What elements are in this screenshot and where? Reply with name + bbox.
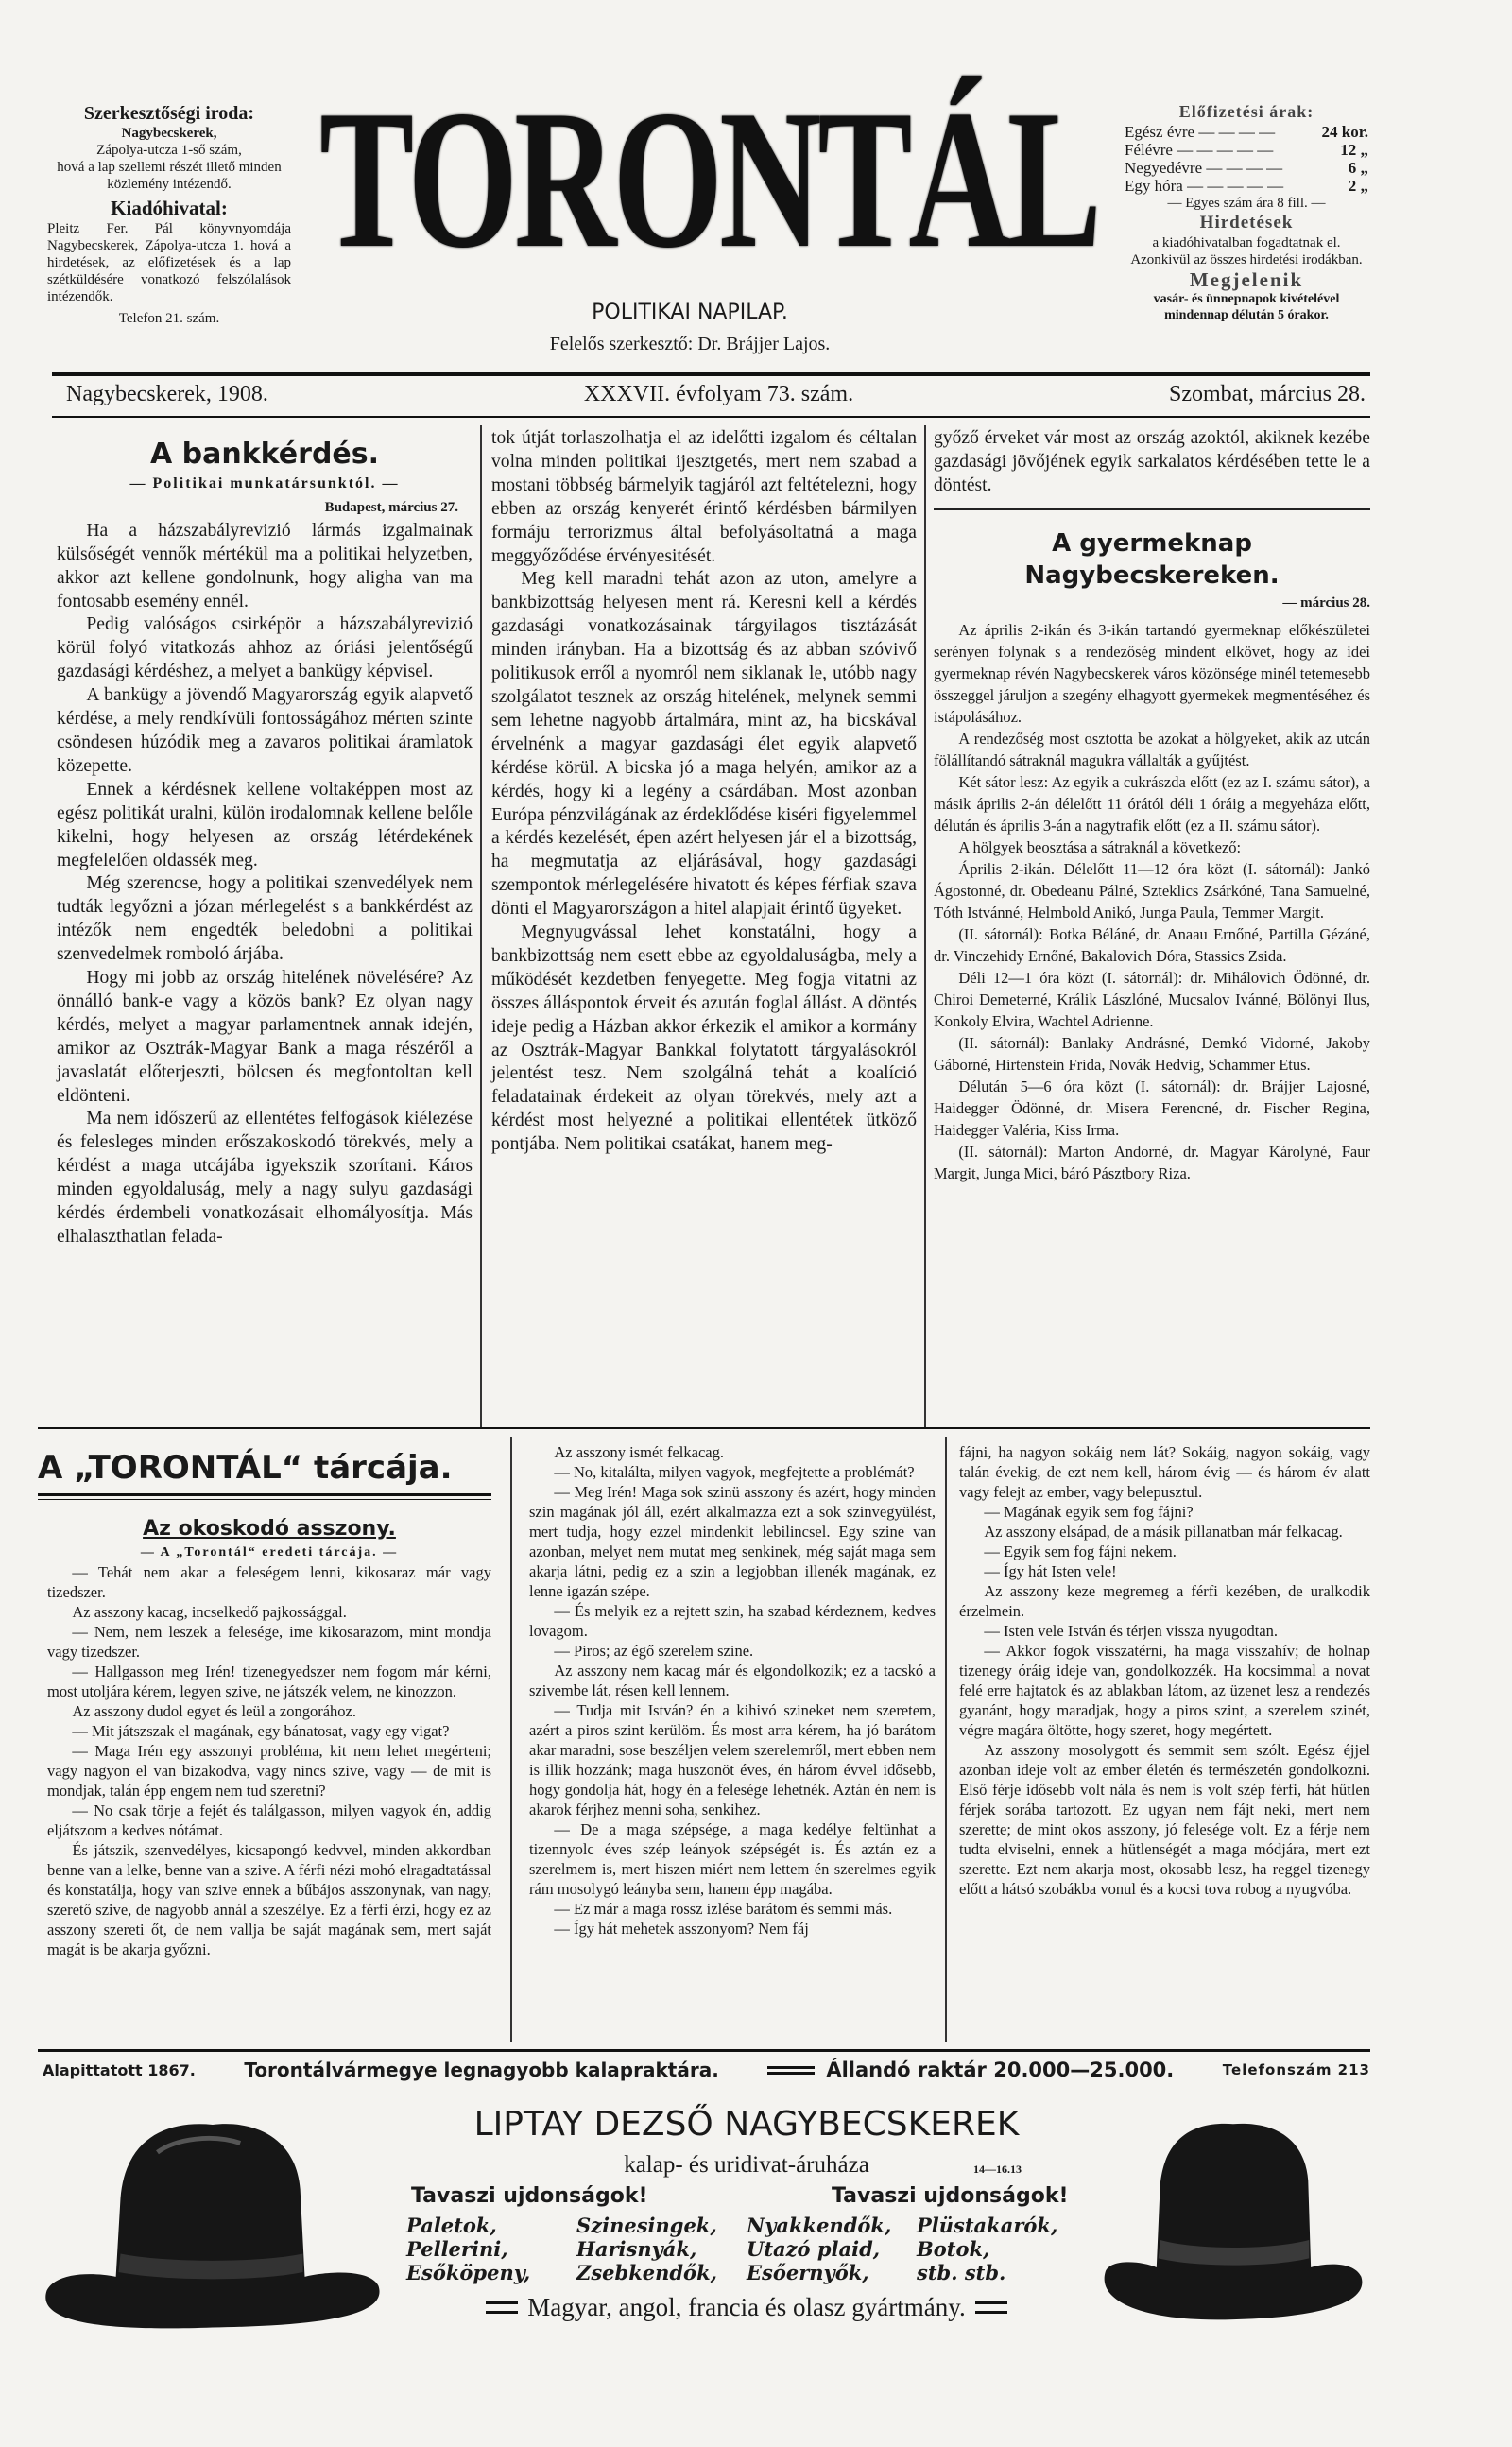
feuilleton-paragraph: — Így hát mehetek asszonyom? Nem fáj [554,1920,809,1938]
article-paragraph: Ennek a kérdésnek kellene voltaképpen most az egész politikát uralni, külön irodalomnak kellene belőle kikelni, hogy helyesen az ország létérdekének megfelelően oldassék meg. [57,779,472,870]
editor-line: Felelős szerkesztő: Dr. Brájjer Lajos. [549,334,831,354]
single-copy-price: — Egyes szám ára 8 fill. — [1167,196,1326,211]
feuilleton-paragraph: — No csak törje a fejét és találgasson, milyen vagyok én, addig eljátszom a kedves nótámat. [47,1801,491,1839]
article-paragraph: Ma nem időszerű az ellentétes felfogások kiélezése és felesleges minden erőszakoskodó törekvés, mely a kérdést a maga utcájába igyekszik szorítani. Káros minden egyoldaluság, mely a nagy sulyu gazdasági kérdés érdembeli vonatkozásait elhomályosítja. Más elhalaszthatlan felada- [57,1109,472,1247]
paragraph-list [491,427,917,1157]
article-col3 [934,427,1370,1184]
article-paragraph: Még szerencse, hogy a politikai szenvedélyek nem tudták legyőzni a józan mérlegelést s a bankkérdést az intézők nem engedték beledobni a politikai szenvedelmek romboló árjába. [57,873,472,965]
ad-topline [43,2059,1370,2081]
article-paragraph: A rendezőség most osztotta be azokat a hölgyeket, akik az utcán fölállítandó sátraknál magukra vállalták a gyűjtést. [934,729,1370,769]
feuilleton-paragraph: — Így hát Isten vele! [984,1562,1117,1580]
column-divider [924,425,926,1427]
paragraph-list [934,619,1370,1184]
article-paragraph: Pedig valóságos csirképör a házszabályrevizió körül folyó vitatkozás ahhoz az óriási jelentőségű gazdasági kérdéshez, a melyet a bankügy képvisel. [57,614,472,682]
feuilleton-paragraph: — De a maga szépsége, a maga kedélye feltünhat a tizennyolc éves szép leányok szépségét is. És aztán ez a szerelmem is, mert hiszen miért nem lettem én szerelmes egyik rám mosolygó leányba sem, hanem épp magába. [529,1820,936,1898]
ad-founded: Alapittatott 1867. [43,2060,196,2079]
article-paragraph: tok útját torlaszolhatja el az idelőtti izgalom és céltalan volna minden politikai ijesztgetés, mert nem szabad a mostani többség bármelyik tagjáról azt feltételezni, hogy ebben az ország kenyerét érintő kérdésben bármilyen formáju terrorizmus által befolyásoltatná a maga meggyőződése érvényesitését. [491,428,917,566]
paragraph-list [959,1442,1370,1899]
section-rule [38,1427,1370,1429]
hat-illustration-left [28,2094,397,2377]
subscription-box [1125,100,1368,323]
editorial-office-box [47,102,291,327]
feuilleton-paragraph: Az asszony kacag, incselkedő pajkossággal. [72,1603,347,1621]
article-byline: — Politikai munkatársunktól. — [129,475,400,491]
ad-double-rule [486,2301,518,2314]
ad-item-grid [406,2214,1087,2284]
ad-company-name: LIPTAY DEZSŐ NAGYBECSKEREK [473,2105,1020,2144]
ad-item: Esőköpeny, [406,2261,531,2284]
price-row [1125,141,1368,159]
price-row [1125,177,1368,195]
paragraph-list [47,1562,491,1959]
price-label: Egész évre — — — — [1125,123,1276,141]
ad-double-rule [975,2301,1007,2314]
ad-double-rule [767,2066,815,2075]
ad-slogan: Torontálvármegye legnagyobb kalapraktára. [244,2059,719,2081]
article-paragraph: Déli 12—1 óra közt (I. sátornál): dr. Mihálovich Ödönné, dr. Chiroi Demeterné, Králik Lászlóné, Mucsalov Ivánné, Bölönyi Ilus, Konkoly Elvira, Wachtel Adrienne. [934,968,1370,1030]
feuilleton-paragraph: — Magának egyik sem fog fájni? [984,1503,1194,1521]
price-value: 2 „ [1348,177,1368,195]
feuilleton-banner: A „TORONTÁL“ tárcája. [38,1449,453,1487]
banner-rule [38,1499,491,1500]
feuilleton-paragraph: — Piros; az égő szerelem szine. [554,1642,754,1660]
ads-title: Hirdetések [1199,213,1294,233]
article-paragraph: Meg kell maradni tehát azon az uton, amelyre a bankbizottság helyesen ment rá. Keresni kell a kérdés gazdasági vonatkozásainak tárgyilagos tisztázását minden irányban. Ha a bizottság és az abban szóvivő politikusok erről a nyomról nem siklanak le, utóbb nagy szolgálatot tesznek az ország hitelének, melynek semmi sem lehetne nagyobb ártalmára, mint az, ha bicskával érvelnénk a magyar gazdasági élet egyik alapvető kérdése körül. A bicska jó a maga helyén, amikor az a kérdés, hogy ki a legény a csárdában. Most azonban Európa pénzvilágának az érdeklődése kiséri figyelemmel a kérdés kezelését, épen azért helyesen jár el a bizottság, ha megmutatja az eljárásával, hogy gazdasági szempontok mérlegelésére hivatott és képes férfiak szava dönti el Magyarországon a hitel alapjait érintő ügyeket. [491,569,917,920]
article-paragraph: Két sátor lesz: Az egyik a cukrászda előtt (ez az I. számu sátor), a másik április 2-án délelőtt 11 órától déli 1 óráig a megyeháza előtt, délután és április 3-án a nagytrafik előtt (ez a II. számu sátor). [934,772,1370,835]
ad-item: Utazó plaid, [747,2237,881,2261]
article-dateline: Budapest, március 27. [324,499,458,515]
ad-item: Plüstakarók, [917,2214,1058,2237]
feuilleton-paragraph: Az asszony mosolygott és semmit sem szólt. Egész éjjel azonban ideje volt az ember életén és természetén gondolkozni. Első férje idősebb volt nála és nem is volt szép férfi, hát hűtlen férjek sorába tartozott. Ez ugyan nem fájt neki, mert nem szerette; de mint okos asszony, jó felesége volt. Ez a férje nem tudta elviselni, ennek a hütlenségét a maga módjára, mert ezt szerette. Ezt nem akarja most, okosabb lesz, ha reggel tizenegy előtt a hátsó szobákba vonul és a kocsi tova robog a nyugvóba. [959,1741,1370,1898]
ad-news-left: Tavaszi ujdonságok! [411,2184,648,2208]
feuilleton-paragraph: — Akkor fogok visszatérni, ha maga visszahív; de holnap tizenegy óráig ideje van, gondolkozzék. Ha kocsimmal a novat felé erre hajtatok és az ablakban látom, az üzenet lesz a rendezés gyanánt, hogy maradjak, hogy a piros szint, a szerelem szinét, végre magára öltötte, hogy szeret, hogy megértett. [959,1642,1370,1739]
masthead-logo: TORONTÁL [319,69,1098,290]
article-paragraph: Az április 2-ikán és 3-ikán tartandó gyermeknap előkészületei serényen folynak s a rendezőség mindent elkövet, hogy az idei gyermeknap révén Nagybecskerek város közönsége minél tetemesebb összeggel járuljon a szegény elhagyott gyermekek megmentéséhez és istápolásához. [934,620,1370,726]
feuilleton-paragraph: — Mit játszszak el magának, egy bánatosat, vagy egy vigat? [72,1722,450,1740]
feuilleton-paragraph: — Egyik sem fog fájni nekem. [984,1542,1177,1560]
hat-illustration-right [1096,2103,1370,2377]
ad-origin-line [397,2292,1096,2322]
ad-rule [38,2049,1370,2052]
price-value: 24 kor. [1321,123,1368,141]
editorial-street: Zápolya-utcza 1-ső szám, [96,143,242,158]
feuilleton-paragraph: — Nem, nem leszek a felesége, ime kikosarazom, mint mondja vagy tizedszer. [47,1623,491,1661]
ad-origin: Magyar, angol, francia és olasz gyártmány. [527,2293,966,2321]
ad-company-sub: kalap- és uridivat-áruháza [624,2152,869,2178]
price-row [1125,123,1368,141]
subscription-title: Előfizetési árak: [1178,102,1314,121]
feuilleton-paragraph: fájni, ha nagyon sokáig nem lát? Sokáig, nagyon sokáig, vagy talán évekig, de ezt nem kell, három évig — és három év alatt vagy felejt az ember, vagy belepusztul. [959,1443,1370,1501]
article-paragraph: (II. sátornál): Marton Andorné, dr. Magyar Károlyné, Faur Margit, Junga Mici, báró Pásztbory Riza. [934,1142,1370,1182]
column-divider [480,425,482,1427]
article-separator [934,508,1370,510]
feuilleton-paragraph: — Tudja mit István? én a kihivó szineket nem szeretem, azért a piros szint kerülöm. És most arra kérem, ha jó barátom akar maradni, sose beszéljen velem szerelemről, mert ebben nem is illik hozzánk; maga huszonöt éves, én három évvel idősebb, hogy gondolja hát, hogy én a felesége lehetnék. Aztán én nem is akarok férjhez menni soha, senkihez. [529,1701,936,1818]
feuilleton-paragraph: — Hallgasson meg Irén! tizenegyedszer nem fogom már kérni, most utoljára kérem, legyen szive, ne játszék velem, ne kinozzon. [47,1663,491,1700]
article-title: A bankkérdés. [149,438,380,471]
price-label: Egy hóra — — — — — [1125,177,1284,195]
feuilleton-paragraph: — Meg Irén! Maga sok szinü asszony és azért, hogy minden szin magának jól áll, ezért alkalmazza ezt a sok szinvegyülést, mert tudja, hogy ezzel mindenkit lebilincsel. Egy szine van azonban, melyet nem mutat meg senkinek, még saját maga sem akarja látni, pedig ez a szin a legjobban illenék magának, ez lenne igazán szépe. [529,1483,936,1600]
ad-item: Pellerini, [406,2237,508,2261]
article-paragraph: (II. sátornál): Botka Béláné, dr. Anaau Ernőné, Partilla Gézáné, dr. Vinczehidy Ernőné, Bakalovich Dóra, Stassics Zsida. [934,924,1370,965]
ads-text: a kiadóhivatalban fogadtatnak el. Azonkivül az összes hirdetési irodákban. [1130,235,1363,267]
feuilleton-col2 [529,1442,936,1939]
feuilleton-paragraph: — Tehát nem akar a feleségem lenni, kikosaraz már vagy tizedszer. [47,1563,491,1601]
article-paragraph: Ha a házszabályrevizió lármás izgalmainak külsőségét vennők mértékül ma a politikai helyzetben, akkor azt kellene gondolnunk, hogy aligha van ma fontosabb esemény ennél. [57,520,472,612]
feuilleton-paragraph: Az asszony elsápad, de a másik pillanatban már felkacag. [984,1523,1343,1541]
dateline-rule [52,416,1370,418]
feuilleton-paragraph: — No, kitalálta, milyen vagyok, megfejtette a problémát? [554,1463,915,1481]
ad-item: Esőernyők, [747,2261,869,2284]
ad-item: Nyakkendők, [747,2214,892,2237]
header-rule [52,372,1370,376]
ad-item: Harisnyák, [576,2237,697,2261]
price-label: Félévre — — — — — [1125,141,1274,159]
paragraph-list [934,427,1370,498]
publisher-text: Pleitz Fer. Pál könyvnyomdája Nagybecskerek, Zápolya-utcza 1. hová a hirdetések, az előfizetések és a lap szétküldésére vonatkozó felszólalások intézendők. [47,221,291,304]
editorial-office-title: Szerkesztőségi iroda: [83,103,255,124]
publication-text: vasár- és ünnepnapok kivételével mindennap délután 5 órakor. [1153,292,1340,322]
column-divider [510,1437,512,2042]
article-paragraph: Délután 5—6 óra közt (I. sátornál): dr. Brájjer Lajosné, Haidegger Ödönné, dr. Misera Ferencné, dr. Fischer Regina, Haidegger Valéria, Kiss Irma. [934,1077,1370,1139]
feuilleton-paragraph: — Isten vele István és térjen vissza nyugodtan. [984,1622,1279,1640]
feuilleton-col3 [959,1442,1370,1899]
article-dateline: — március 28. [1282,595,1370,611]
price-value: 12 „ [1340,141,1368,159]
feuilleton-banner-box [38,1446,491,1500]
feuilleton-paragraph: Az asszony dudol egyet és leül a zongorához. [72,1702,356,1720]
publisher-title: Kiadóhivatal: [111,197,228,219]
ad-stock: Állandó raktár 20.000—25.000. [826,2059,1175,2081]
article-bank-col2 [491,427,917,1157]
dateline-place: Nagybecskerek, 1908. [66,382,268,406]
article-paragraph: (II. sátornál): Banlaky Andrásné, Demkó Vidorné, Jakoby Gáborné, Hirtenstein Frida, Novák Hedvig, Schammer Etus. [934,1033,1370,1074]
banner-rule [38,1493,491,1496]
article-bank-col1 [57,437,472,1249]
feuilleton-paragraph: — Maga Irén egy asszonyi probléma, kit nem lehet megérteni; vagy nagyon el van bizakodva, vagy nincs szive, vagy — de mit is mondjak, talán épp engem nem tud szeretni? [47,1742,491,1800]
ad-item: Zsebkendők, [576,2261,717,2284]
ad-item: stb. stb. [917,2261,1006,2284]
ad-item: Botok, [917,2237,990,2261]
feuilleton-paragraph: Az asszony nem kacag már és elgondolkozik; ez a tacskó a szivembe lát, résen kell lennem. [529,1662,936,1699]
column-divider [945,1437,947,2042]
editorial-note: hová a lap szellemi részét illető minden közlemény intézendő. [57,160,282,192]
subtitle: POLITIKAI NAPILAP. [592,301,788,324]
ad-item: Paletok, [406,2214,497,2237]
price-label: Negyedévre — — — — [1125,159,1283,177]
dateline-date: Szombat, március 28. [1169,382,1366,406]
feuilleton-paragraph: És játszik, szenvedélyes, kicsapongó kedvvel, minden akkordban benne van a lelke, benne van a szive. A férfi nézi mohó elragadtatással és konstatálja, hogy van szive ennek a bűbájos asszonynak, van nagy, szerető szive, de nagyobb annál a szeszélye. Ez a férfi érzi, hogy ez az asszony szereti őt, de nem vallja be saját magának sem, mert saját magát is be akarja győzni. [47,1841,491,1958]
feuilleton-paragraph: — És melyik ez a rejtett szin, ha szabad kérdeznem, kedves lovagom. [529,1602,936,1640]
feuilleton-paragraph: Az asszony keze megremeg a férfi kezében, de uralkodik érzelmein. [959,1582,1370,1620]
article-paragraph: A bankügy a jövendő Magyarország egyik alapvető kérdése, a mely rendkívüli fontosságához mérten szinte csöndesen húzódik meg a zavaros politikai áramlatok közepette. [57,685,472,776]
price-list [1125,123,1368,195]
publication-title: Megjelenik [1189,268,1304,291]
article-paragraph: győző érveket vár most az ország azoktól, akiknek kezébe gazdasági jövőjének egyik sarkalatos kérdésében tette le a döntést. [934,428,1370,495]
paragraph-list [529,1442,936,1939]
phone-number: Telefon 21. szám. [118,311,220,326]
dateline [66,382,1366,407]
ad-code: 14—16.13 [973,2163,1022,2176]
article-title: A gyermeknap Nagybecskereken. [1024,528,1280,590]
ad-news-right: Tavaszi ujdonságok! [832,2184,1069,2208]
feuilleton-title: Az okoskodó asszony. [143,1517,396,1541]
feuilleton-col1 [47,1516,491,1959]
price-value: 6 „ [1348,159,1368,177]
editorial-city: Nagybecskerek, [121,126,217,141]
article-paragraph: Április 2-ikán. Délelőtt 11—12 óra közt (I. sátornál): Jankó Ágostonné, dr. Obedeanu Pálné, Szteklics Zsárkóné, Tana Samuelné, Tóth Istvánné, Helmbold Anikó, Junga Paula, Temmer Margit. [934,859,1370,922]
feuilleton-paragraph: — Ez már a maga rossz izlése barátom és semmi más. [554,1900,893,1918]
article-paragraph: Hogy mi jobb az ország hitelének növelésére? Az önnálló bank-e vagy a közös bank? Ez olyan nagy kérdés, melyet a magyar parlamentnek annak idején, amikor az Osztrák-Magyar Bank a maga részéről a javaslatát előterjeszti, bölcsen és megfontoltan kell eldönteni. [57,968,472,1106]
paragraph-list [57,520,472,1249]
feuilleton-byline: — A „Torontál“ eredeti tárcája. — [140,1545,399,1560]
article-paragraph: A hölgyek beosztása a sátraknál a következő: [958,837,1242,856]
dateline-issue: XXXVII. évfolyam 73. szám. [583,382,854,406]
ad-phone: Telefonszám 213 [1222,2061,1370,2078]
price-row [1125,159,1368,177]
ad-item: Szinesingek, [576,2214,717,2237]
article-paragraph: Megnyugvással lehet konstatálni, hogy a bankbizottság nem esett ebbe az egyoldaluságba, mely a működését kezdetben fenyegette. Meg fogja vitatni az összes álláspontok érveit és azután foglal állást. A döntés ideje pedig a Házban akkor érkezik el amikor a kormány az Osztrák-Magyar Bankkal folytatott tárgyalásokról jelentést tesz. Nem szolgálná tehát a koalíció feladatainak érdekeit az olyan törekvés, mely azt a kérdést most helyezné a politikai ellentétek ütköző pontjába. Nem politikai csatákat, hanem meg- [491,922,917,1155]
feuilleton-paragraph: Az asszony ismét felkacag. [554,1443,724,1461]
